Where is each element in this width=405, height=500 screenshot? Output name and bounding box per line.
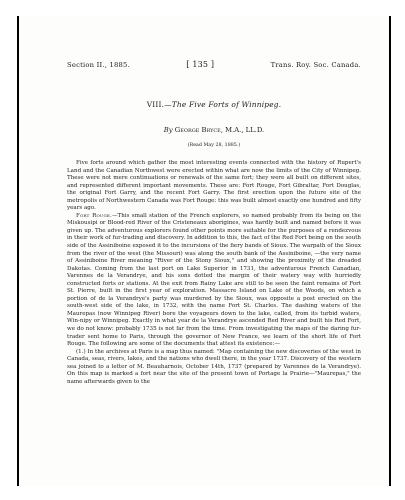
header-page-number: [ 135 ] <box>186 60 215 69</box>
header-journal: Trans. Roy. Soc. Canada. <box>270 61 361 69</box>
fort-rouge-text: —This small station of the French explorers, so named probably from its being on the Miskousipi or Blood-red River of the Cristeneaux aborigines, was hardly built and named before it was given up. The adventurous explorers found other points more suitable for the purposes of a rendezvous in their work of fur-trading and discovery. In addition to this, the fact of the Red Fort being on the south side of the Assiniboine exposed it to the incursions of the fiery bands of Sioux. The warpath of the Sioux from the river of the west (the Missouri) was along the south bank of the Assiniboine, —the very name of Assiniboine River meaning "River of the Stony Sioux," and showing the proximity of the dreaded Dakotas. Coming from the last port on Lake Superior in 1731, the adventurous French Canadian, Varennes de la Verandrye, and his sons dotted the margin of their watery way with hurriedly constructed forts or stations. At the exit from Rainy Lake are still to be seen the faint remains of Fort St. Pierre, built in the first year of exploration. Massacre Island on Lake of the Woods, on which a portion of de la Verandrye's party was murdered by the Sioux, was opposite a post erected on the south-west side of the lake, in 1732, with the name Fort St. Charles. The dashing waters of the Maurepas (now Winnipeg River) bore the voyageurs down to the lake, called, from its turbid waters, Win-nipy or Winnipeg. Exactly in what year de la Verandrye ascended Red River and built his Red Fort, we do not know: probably 1735 is not far from the time. From investigating the maps of the daring fur-trader sent home to Paris, through the governor of New France, we learn of the short life of Fort Rouge. The following are some of the documents that attest its existence:— <box>67 212 362 348</box>
author-by: By <box>163 126 173 134</box>
page-content <box>67 60 361 386</box>
read-date: (Read May 28, 1885.) <box>187 143 241 148</box>
article-title-text: The Five Forts of Winnipeg. <box>171 100 282 109</box>
scanned-page <box>17 16 391 486</box>
running-header <box>67 60 361 69</box>
item-1-paragraph: (1.) In the archives at Paris is a map thus named: "Map containing the new discoveries of the west in Canada, seas, rivers, lakes, and the nations who dwell there, in the year 1737. Discovery of the western sea joined to a letter of M. Beauharnois, October 14th, 1737 (prepared by Varennes de la Verandrye). On this map is marked a fort near the site of the present town of Portage la Prairie—"Maurepas," the name afterwards given to the <box>67 348 361 385</box>
author-name: George Bryce, M.A., LL.D. <box>174 126 265 134</box>
article-body <box>67 160 361 386</box>
article-title-prefix: VIII.— <box>146 100 172 109</box>
author-line <box>67 126 361 134</box>
fort-rouge-lead: Fort Rouge. <box>76 212 112 219</box>
intro-paragraph: Five forts around which gather the most interesting events connected with the history of Rupert's Land and the Canadian Northwest were erected within what are now the limits of the City of Winnipeg. These were not mere continuations or renewals of the same fort; they were all built on different sites, and represented different important movements. These are: Fort Rouge, Fort Gibraltar, Fort Douglas, the original Fort Garry, and the recent Fort Garry. The first erection upon the future site of the metropolis of Northwestern Canada was Fort Rouge: this was built almost exactly one hundred and fifty years ago. <box>67 160 361 212</box>
fort-rouge-paragraph <box>67 213 361 349</box>
article-title <box>67 100 361 109</box>
header-section: Section II., 1885. <box>67 61 130 69</box>
